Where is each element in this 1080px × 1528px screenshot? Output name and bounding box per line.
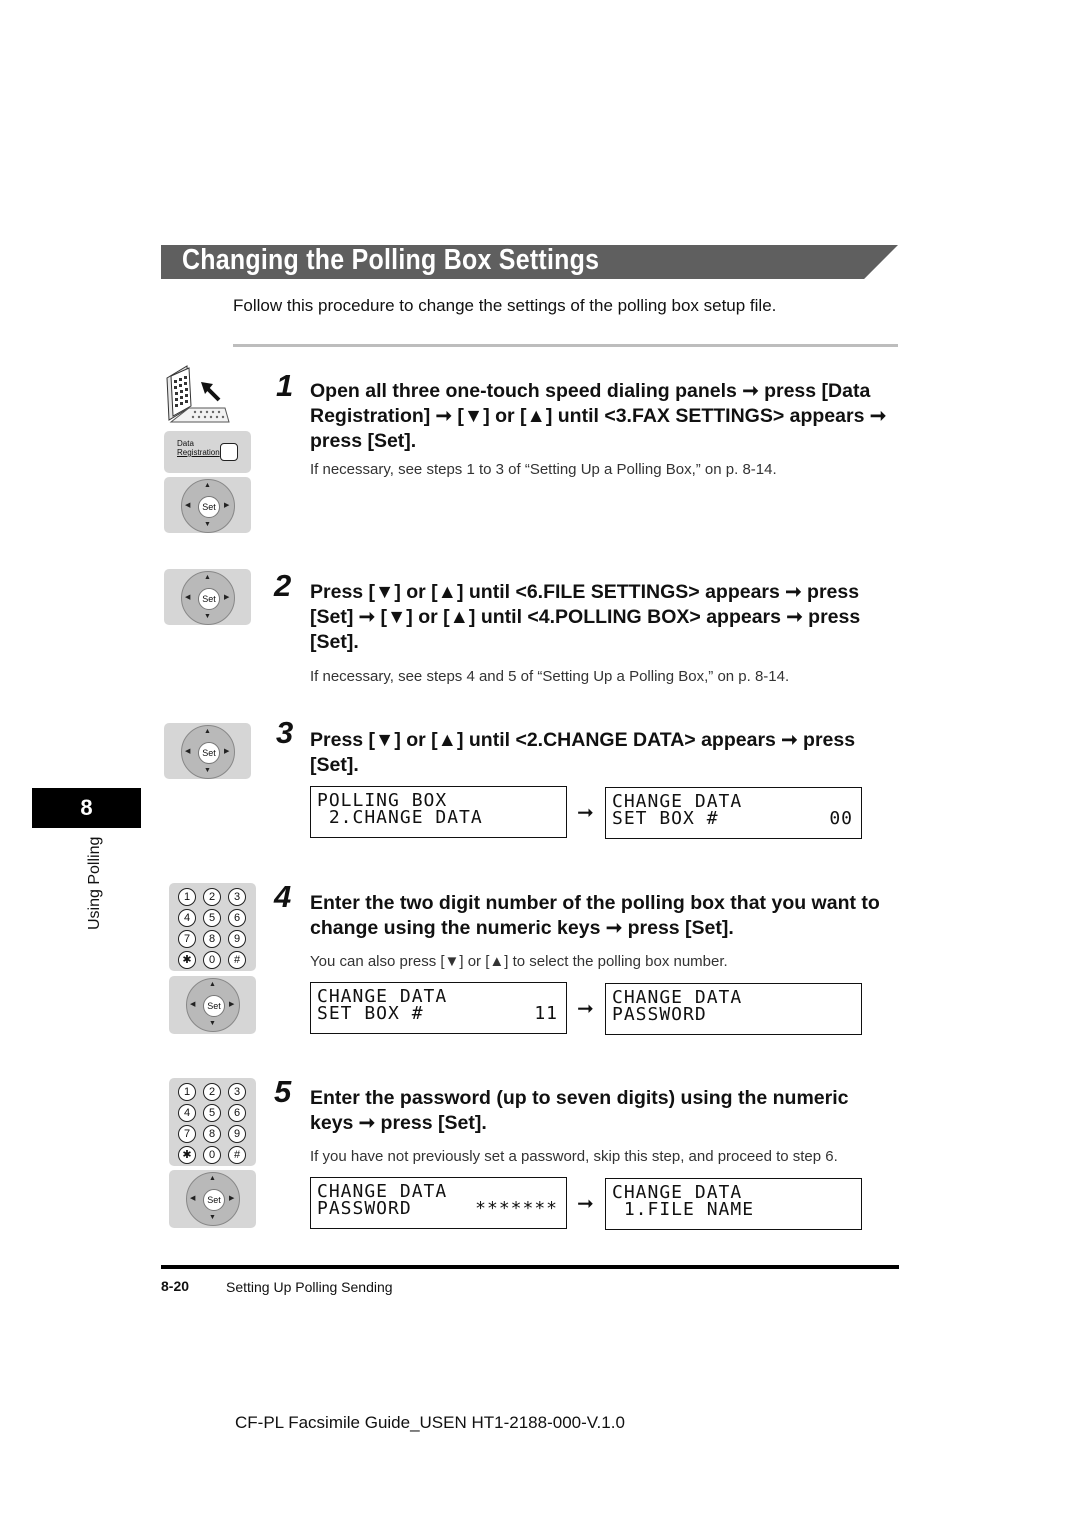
step-number: 4: [274, 879, 292, 914]
numeric-key-icon: 2: [203, 1083, 221, 1101]
step-note: If you have not previously set a password, skip this step, and proceed to step 6.: [310, 1148, 838, 1165]
set-button-icon: Set: [198, 588, 220, 610]
data-registration-key-icon: [164, 431, 251, 473]
data-registration-label: Data: [177, 439, 194, 448]
lcd-display-after: [605, 1178, 862, 1230]
step-number: 2: [274, 568, 292, 603]
up-arrow-icon: ▲: [204, 482, 211, 489]
numeric-key-icon: 8: [203, 930, 221, 948]
step-heading-line: [Set] ➞ [▼] or [▲] until <4.POLLING BOX> appears ➞ press: [310, 606, 861, 628]
lcd-line-text: PASSWORD: [612, 1004, 707, 1025]
numeric-key-icon: 5: [203, 909, 221, 927]
numeric-key-icon: 7: [178, 930, 196, 948]
down-arrow-icon: ▼: [204, 521, 211, 528]
footer-rule: [161, 1265, 899, 1269]
lcd-line: CHANGE DATA: [612, 791, 743, 812]
step-heading-line: Registration] ➞ [▼] or [▲] until <3.FAX SETTINGS> appears ➞: [310, 405, 887, 427]
cursor-pad-icon: [181, 725, 235, 779]
numeric-key-icon: 3: [228, 888, 246, 906]
step-heading-line: Open all three one-touch speed dialing panels ➞ press [Data: [310, 380, 871, 402]
lcd-line-text: PASSWORD: [317, 1198, 412, 1219]
set-key-tile: [164, 477, 251, 533]
arrow-icon: ➞: [577, 802, 594, 824]
lcd-display-after: [605, 983, 862, 1035]
set-button-icon: Set: [198, 742, 220, 764]
lcd-line: [317, 807, 560, 828]
step-heading-line: change using the numeric keys ➞ press [Set].: [310, 917, 734, 939]
numeric-key-icon: 9: [228, 1125, 246, 1143]
set-key-tile: [169, 976, 256, 1034]
registration-button-icon: [220, 443, 238, 461]
intro-text: Follow this procedure to change the settings of the polling box setup file.: [233, 296, 777, 315]
left-arrow-icon: ◀: [190, 1001, 196, 1008]
numeric-key-icon: 9: [228, 930, 246, 948]
cursor-pad-icon: [181, 479, 235, 533]
running-title: Setting Up Polling Sending: [226, 1279, 393, 1295]
numeric-key-icon: 4: [178, 909, 196, 927]
divider: [233, 344, 898, 347]
lcd-line-text: 1.FILE NAME: [612, 1199, 755, 1220]
set-key-tile: [169, 1170, 256, 1228]
step-number: 5: [274, 1074, 292, 1109]
numeric-key-icon: 4: [178, 1104, 196, 1122]
lcd-display-before: [310, 982, 567, 1034]
down-arrow-icon: ▼: [204, 767, 211, 774]
section-title: Changing the Polling Box Settings: [182, 244, 600, 276]
step-heading-line: Enter the password (up to seven digits) using the numeric: [310, 1087, 849, 1109]
step-heading: [310, 580, 900, 655]
lcd-line-text: SET BOX #: [317, 1003, 424, 1024]
page-number: 8-20: [161, 1278, 190, 1294]
numeric-key-icon: 3: [228, 1083, 246, 1101]
left-arrow-icon: ◀: [185, 594, 191, 601]
numeric-key-icon: 1: [178, 888, 196, 906]
up-arrow-icon: ▲: [209, 1175, 216, 1182]
step-number: 3: [276, 715, 294, 750]
left-arrow-icon: ◀: [190, 1195, 196, 1202]
step-heading-line: Enter the two digit number of the polling box that you want to: [310, 892, 880, 914]
step-heading-line: Press [▼] or [▲] until <2.CHANGE DATA> appears ➞ press: [310, 729, 856, 751]
step-heading-line: [Set].: [310, 754, 359, 776]
step-heading: [310, 379, 900, 454]
lcd-line: [612, 808, 855, 829]
up-arrow-icon: ▲: [204, 728, 211, 735]
numeric-key-icon: 6: [228, 1104, 246, 1122]
numeric-key-icon: 7: [178, 1125, 196, 1143]
lcd-value: 00: [829, 808, 853, 829]
right-arrow-icon: ▶: [224, 748, 230, 755]
lcd-line: CHANGE DATA: [317, 986, 448, 1007]
numeric-key-icon: #: [228, 951, 246, 969]
step-heading: [310, 728, 900, 778]
set-key-tile: [164, 723, 251, 779]
lcd-line-text: 2.CHANGE DATA: [317, 807, 483, 828]
arrow-icon: ➞: [577, 1193, 594, 1215]
set-key-tile: [164, 569, 251, 625]
right-arrow-icon: ▶: [224, 594, 230, 601]
chapter-tab: 8: [32, 788, 141, 828]
lcd-value: 11: [534, 1003, 558, 1024]
lcd-display-after: [605, 787, 862, 839]
numeric-key-icon: 5: [203, 1104, 221, 1122]
lcd-value: *******: [475, 1198, 558, 1219]
step-note: If necessary, see steps 1 to 3 of “Setting Up a Polling Box,” on p. 8-14.: [310, 461, 777, 478]
numeric-key-icon: 6: [228, 909, 246, 927]
set-button-icon: Set: [203, 1189, 225, 1211]
numeric-key-icon: 2: [203, 888, 221, 906]
numeric-keys-icon: [169, 883, 256, 971]
step-note: You can also press [▼] or [▲] to select the polling box number.: [310, 953, 728, 970]
right-arrow-icon: ▶: [229, 1001, 235, 1008]
lcd-line: [612, 1004, 855, 1025]
lcd-display-before: [310, 786, 567, 838]
lcd-line: [612, 1199, 855, 1220]
step-heading-line: Press [▼] or [▲] until <6.FILE SETTINGS> appears ➞ press: [310, 581, 860, 603]
data-registration-label-2: Registration: [177, 448, 220, 457]
step-note: If necessary, see steps 4 and 5 of “Setting Up a Polling Box,” on p. 8-14.: [310, 668, 790, 685]
down-arrow-icon: ▼: [209, 1020, 216, 1027]
lcd-line: CHANGE DATA: [612, 987, 743, 1008]
numeric-key-icon: ✱: [178, 951, 196, 969]
set-button-icon: Set: [198, 496, 220, 518]
lcd-line: CHANGE DATA: [317, 1181, 448, 1202]
step-heading: [310, 1086, 900, 1136]
set-button-icon: Set: [203, 995, 225, 1017]
numeric-key-icon: #: [228, 1146, 246, 1164]
cursor-pad-icon: [186, 978, 240, 1032]
cursor-pad-icon: [186, 1172, 240, 1226]
left-arrow-icon: ◀: [185, 748, 191, 755]
lcd-line: POLLING BOX: [317, 790, 448, 811]
lcd-line: [317, 1198, 560, 1219]
numeric-keys-icon: [169, 1078, 256, 1166]
arrow-icon: ➞: [577, 998, 594, 1020]
step-number: 1: [276, 368, 294, 403]
lcd-line: CHANGE DATA: [612, 1182, 743, 1203]
chapter-label: Using Polling: [86, 836, 103, 930]
up-arrow-icon: ▲: [204, 574, 211, 581]
lcd-display-before: [310, 1177, 567, 1229]
down-arrow-icon: ▼: [204, 613, 211, 620]
step-heading-line: press [Set].: [310, 430, 417, 452]
document-footer: CF-PL Facsimile Guide_USEN HT1-2188-000-V.1.0: [235, 1413, 625, 1432]
numeric-key-icon: 0: [203, 1146, 221, 1164]
down-arrow-icon: ▼: [209, 1214, 216, 1221]
up-arrow-icon: ▲: [209, 981, 216, 988]
cursor-pad-icon: [181, 571, 235, 625]
one-touch-panel-icon: [163, 364, 231, 424]
numeric-key-icon: 0: [203, 951, 221, 969]
left-arrow-icon: ◀: [185, 502, 191, 509]
lcd-line-text: SET BOX #: [612, 808, 719, 829]
right-arrow-icon: ▶: [224, 502, 230, 509]
step-heading-line: keys ➞ press [Set].: [310, 1112, 487, 1134]
step-heading-line: [Set].: [310, 631, 359, 653]
numeric-key-icon: ✱: [178, 1146, 196, 1164]
right-arrow-icon: ▶: [229, 1195, 235, 1202]
numeric-key-icon: 8: [203, 1125, 221, 1143]
step-heading: [310, 891, 900, 941]
numeric-key-icon: 1: [178, 1083, 196, 1101]
lcd-line: [317, 1003, 560, 1024]
